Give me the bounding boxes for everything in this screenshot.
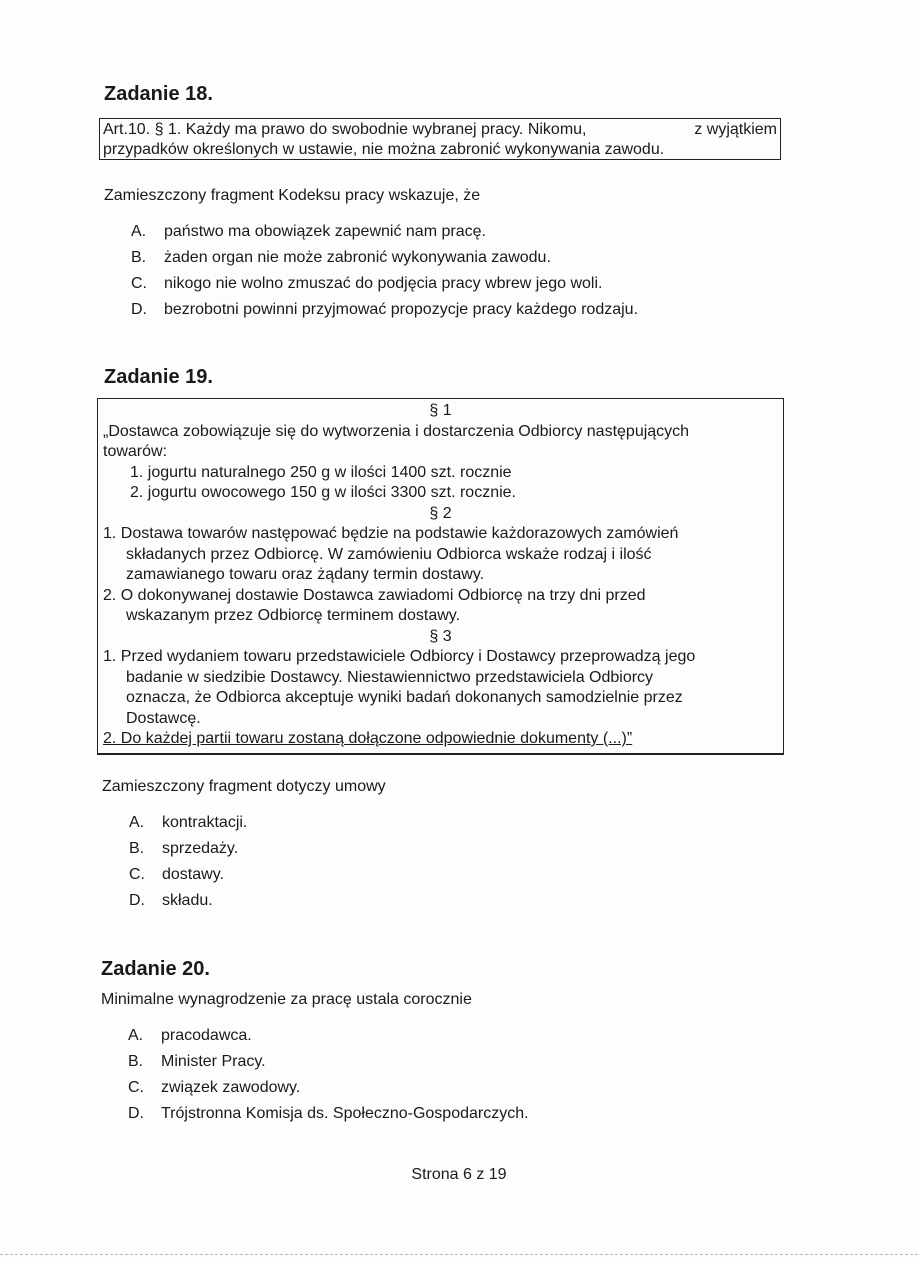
task19-options	[129, 812, 247, 916]
task20-question: Minimalne wynagrodzenie za pracę ustala corocznie	[101, 991, 472, 1008]
task18-option-b: B. żaden organ nie może zabronić wykonywania zawodu.	[131, 249, 551, 266]
task19-intro-line2: towarów:	[103, 443, 168, 460]
task20-option-b: B. Minister Pracy.	[128, 1053, 266, 1070]
task20-option-c: C. związek zawodowy.	[128, 1079, 301, 1096]
task18-option-d: D. bezrobotni powinni przyjmować propozycje pracy każdego rodzaju.	[131, 301, 639, 318]
task19-s2-p1-line2: składanych przez Odbiorcę. W zamówieniu Odbiorca wskaże rodzaj i ilość	[126, 545, 652, 563]
task20-options	[128, 1025, 529, 1129]
task19-s2-p1-line1: 1. Dostawa towarów następować będzie na podstawie każdorazowych zamówień	[103, 525, 679, 542]
task19-section-3: § 3	[429, 627, 452, 645]
task18-option-a: A. państwo ma obowiązek zapewnić nam pracę.	[131, 223, 486, 240]
task18-option-c: C. nikogo nie wolno zmuszać do podjęcia pracy wbrew jego woli.	[131, 275, 603, 292]
task19-s2-p2-line1: 2. O dokonywanej dostawie Dostawca zawiadomi Odbiorcę na trzy dni przed	[103, 586, 646, 604]
page-number: Strona 6 z 19	[411, 1166, 507, 1183]
task19-item-1: 1. jogurtu naturalnego 250 g w ilości 1400 szt. rocznie	[130, 463, 512, 481]
task19-option-d: D. składu.	[129, 892, 213, 909]
task20-heading: Zadanie 20.	[101, 958, 210, 980]
task19-s3-p1-line4: Dostawcę.	[126, 709, 201, 727]
task19-section-1: § 1	[429, 402, 452, 419]
task18-quote-box	[99, 118, 781, 160]
scan-edge-divider	[0, 1254, 918, 1255]
task20-option-a: A. pracodawca.	[128, 1027, 252, 1044]
task19-contract-box	[97, 398, 784, 755]
task18-quote-line1: Art.10. § 1. Każdy ma prawo do swobodnie wybranej pracy. Nikomu,	[103, 121, 587, 138]
task19-section-2: § 2	[429, 504, 452, 522]
task19-question: Zamieszczony fragment dotyczy umowy	[102, 778, 386, 795]
task19-s3-p2: 2. Do każdej partii towaru zostaną dołączone odpowiednie dokumenty (...)”	[103, 730, 633, 747]
task19-s3-p1-line1: 1. Przed wydaniem towaru przedstawiciele Odbiorcy i Dostawcy przeprowadzą jego	[103, 648, 696, 665]
task19-option-c: C. dostawy.	[129, 866, 224, 883]
task19-option-a: A. kontraktacji.	[129, 814, 248, 831]
task19-intro-line1: „Dostawca zobowiązuje się do wytworzenia i dostarczenia Odbiorcy następujących	[103, 422, 690, 440]
task18-heading: Zadanie 18.	[104, 83, 213, 105]
task18-quote-line2: przypadków określonych w ustawie, nie można zabronić wykonywania zawodu.	[103, 141, 665, 158]
task19-option-b: B. sprzedaży.	[129, 840, 239, 857]
task20-option-d: D. Trójstronna Komisja ds. Społeczno-Gospodarczych.	[128, 1105, 529, 1122]
task19-s2-p2-line2: wskazanym przez Odbiorcę terminem dostawy.	[126, 607, 461, 624]
task18-quote-line1-end: z wyjątkiem	[694, 121, 777, 138]
task19-s3-p1-line2: badanie w siedzibie Dostawcy. Niestawiennictwo przedstawiciela Odbiorcy	[126, 668, 654, 686]
task18-question: Zamieszczony fragment Kodeksu pracy wskazuje, że	[104, 187, 481, 204]
task19-heading: Zadanie 19.	[104, 366, 213, 388]
task19-s2-p1-line3: zamawianego towaru oraz żądany termin dostawy.	[126, 566, 485, 583]
task19-item-2: 2. jogurtu owocowego 150 g w ilości 3300 szt. rocznie.	[130, 484, 516, 501]
task19-s3-p1-line3: oznacza, że Odbiorca akceptuje wyniki badań dokonanych samodzielnie przez	[126, 689, 683, 706]
task18-options	[131, 221, 638, 325]
